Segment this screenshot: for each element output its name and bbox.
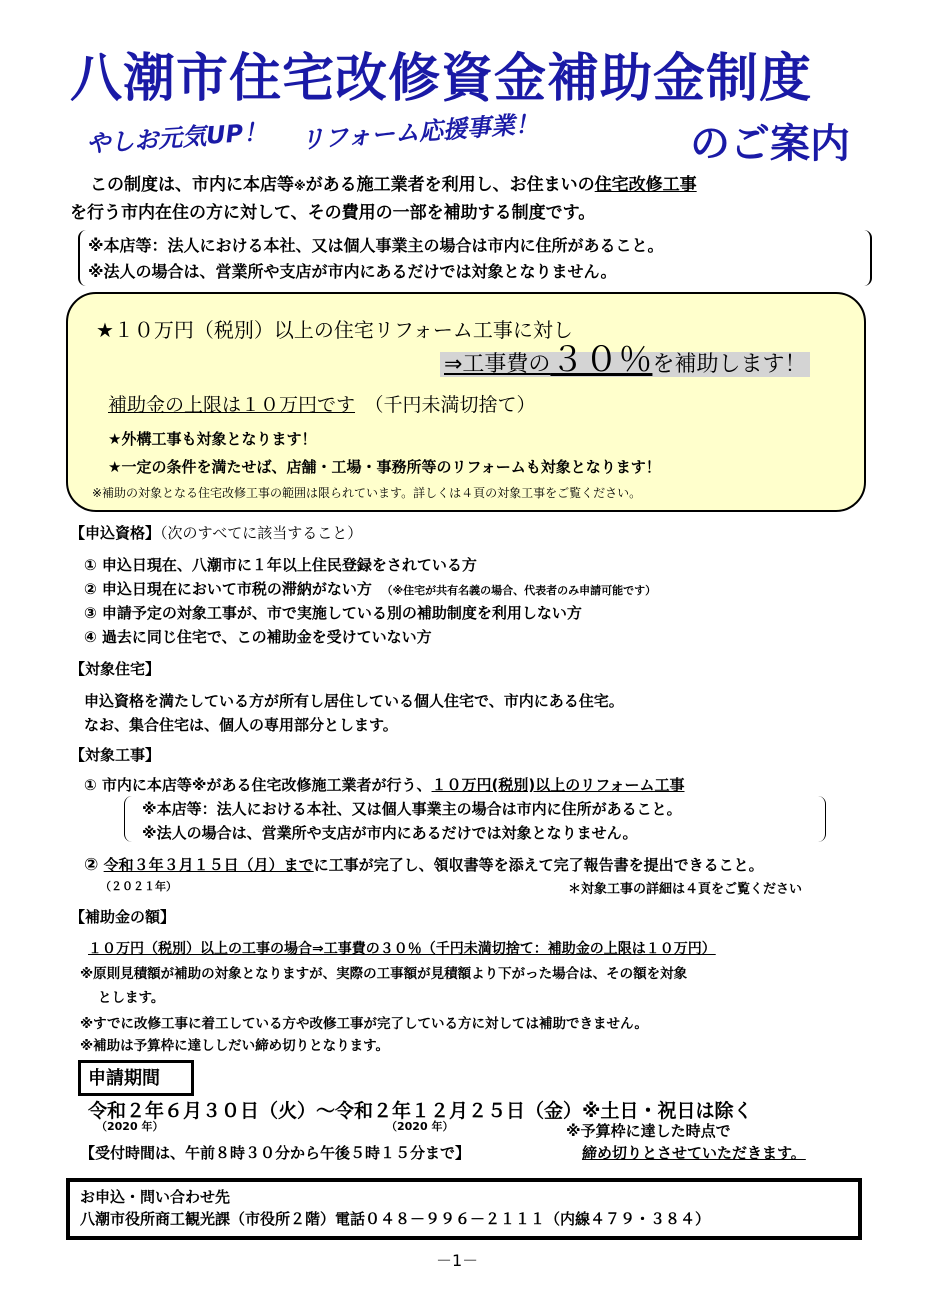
panel-rate-highlight [440, 340, 810, 380]
eligibility-item-2-text: ② 申込日現在において市税の滞納がない方 [84, 580, 372, 598]
period-label: 申請期間 [88, 1068, 160, 1089]
slogan-reform: リフォーム応援事業！ [299, 109, 540, 155]
amount-note-2: ※すでに改修工事に着工している方や改修工事が完了している方に対しては補助できません。 [80, 1016, 648, 1032]
panel-bullet-1: ★外構工事も対象となります！ [108, 430, 317, 448]
page-number: －1－ [436, 1251, 479, 1270]
intro-text-b: がある施工業者を利用し、お住まいの [305, 175, 595, 195]
eligibility-title: 【申込資格】 [70, 524, 161, 542]
period-budget-1: ※予算枠に達した時点で [566, 1122, 731, 1140]
panel-line-1: ★１０万円（税別）以上の住宅リフォーム工事に対し [96, 318, 573, 342]
panel-limit-a: 補助金の上限は１０万円です [108, 394, 356, 416]
eligibility-heading [70, 522, 362, 543]
works-item-2-date: 令和３年３月１５日（月）まで [103, 856, 314, 874]
slogan-genki: やしお元気UP！ [85, 117, 269, 159]
panel-rate-c: を補助します！ [652, 352, 807, 377]
intro-line-1 [90, 170, 697, 195]
period-dates: 令和２年６月３０日（火）～令和２年１２月２５日（金）※土日・祝日は除く [88, 1100, 753, 1122]
panel-limit [108, 390, 536, 417]
works-item-1-b: １０万円(税別)以上のリフォーム工事 [431, 776, 685, 794]
amount-note-1b: とします。 [98, 990, 165, 1006]
works-item-2-num: ② [84, 855, 99, 875]
works-item-2-text: に工事が完了し、領収書等を添えて完了報告書を提出できること。 [313, 856, 764, 874]
housing-line-2: なお、集合住宅は、個人の専用部分とします。 [84, 716, 398, 734]
period-hours: 【受付時間は、午前８時３０分から午後５時１５分まで】 [80, 1144, 471, 1162]
intro-highlight: 住宅改修工事 [594, 175, 697, 195]
panel-rate-a: ⇒工事費の [444, 352, 551, 377]
works-sub-1: ※本店等：法人における本社、又は個人事業主の場合は市内に住所があること。 [142, 800, 682, 818]
period-budget-2: 締め切りとさせていただきます。 [582, 1144, 806, 1162]
works-year: （２０２１年） [100, 880, 177, 893]
intro-line-2: を行う市内在住の方に対して、その費用の一部を補助する制度です。 [70, 203, 596, 223]
intro-text-a: この制度は、市内に本店等 [90, 175, 294, 195]
housing-heading: 【対象住宅】 [70, 660, 161, 678]
eligibility-item-4: ④ 過去に同じ住宅で、この補助金を受けていない方 [84, 628, 432, 646]
amount-note-1: ※原則見積額が補助の対象となりますが、実際の工事額が見積額より下がった場合は、その額を対象 [80, 966, 688, 982]
panel-footnote: ※補助の対象となる住宅改修工事の範囲は限られています。詳しくは４頁の対象工事をご覧ください。 [92, 486, 642, 500]
amount-note-3: ※補助は予算枠に達ししだい締め切りとなります。 [80, 1038, 390, 1054]
panel-line-2 [440, 332, 810, 381]
works-heading: 【対象工事】 [70, 746, 161, 764]
intro-mark: ※ [294, 179, 306, 193]
eligibility-item-1: ① 申込日現在、八潮市に１年以上住民登録をされている方 [84, 556, 477, 574]
amount-line: １０万円（税別）以上の工事の場合⇒工事費の３０％（千円未満切捨て：補助金の上限は１０万円） [88, 941, 716, 957]
eligibility-item-2 [84, 578, 656, 599]
page-title: 八潮市住宅改修資金補助金制度 [70, 49, 813, 109]
period-year-2: （2020 年） [386, 1120, 454, 1133]
note-1: ※本店等：法人における本社、又は個人事業主の場合は市内に住所があること。 [88, 236, 664, 255]
contact-label: お申込・問い合わせ先 [80, 1188, 231, 1206]
note-2: ※法人の場合は、営業所や支店が市内にあるだけでは対象となりません。 [88, 262, 617, 281]
amount-heading: 【補助金の額】 [70, 908, 176, 926]
panel-bullet-2: ★一定の条件を満たせば、店舗・工場・事務所等のリフォームも対象となります！ [108, 458, 661, 476]
works-detail: ＊対象工事の詳細は４頁をご覧ください [568, 882, 803, 897]
eligibility-item-3: ③ 申請予定の対象工事が、市で実施している別の補助制度を利用しない方 [84, 604, 582, 622]
eligibility-item-2-note: （※住宅が共有名義の場合、代表者のみ申請可能です） [386, 584, 657, 597]
works-sub-2: ※法人の場合は、営業所や支店が市内にあるだけでは対象となりません。 [142, 824, 638, 842]
guide-heading: のご案内 [690, 121, 850, 167]
panel-rate-value: ３０％ [550, 340, 653, 380]
housing-line-1: 申込資格を満たしている方が所有し居住している個人住宅で、市内にある住宅。 [84, 692, 624, 710]
eligibility-sub: （次のすべてに該当すること） [160, 524, 363, 542]
period-year-1: （2020 年） [96, 1120, 164, 1133]
works-item-1-a: ① 市内に本店等※がある住宅改修施工業者が行う、 [84, 776, 432, 794]
works-item-1 [84, 774, 684, 795]
contact-info: 八潮市役所商工観光課（市役所２階）電話０４８－９９６－２１１１（内線４７９・３８４） [80, 1210, 711, 1228]
panel-limit-b: （千円未満切捨て） [374, 394, 536, 416]
works-item-2 [84, 854, 764, 875]
